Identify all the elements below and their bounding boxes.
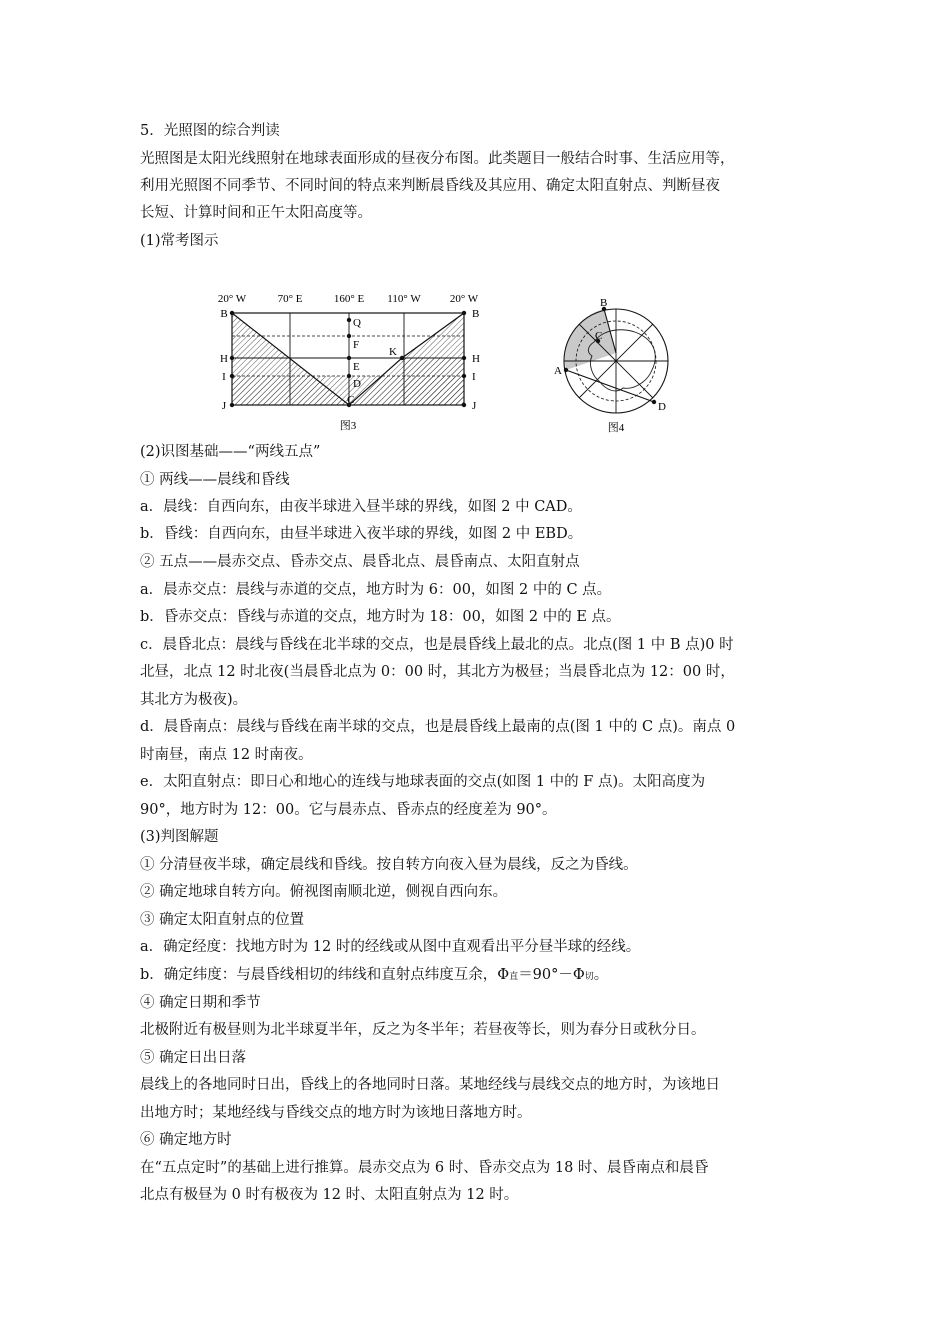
point-label-d: D xyxy=(658,401,666,413)
formula-sub-zhi: 直 xyxy=(509,972,519,982)
point-label-f: F xyxy=(353,339,360,351)
point-label-c: C xyxy=(347,394,355,406)
paragraph-line: 北点有极昼为 0 时有极夜为 12 时、太阳直射点为 12 时。 xyxy=(140,1187,519,1203)
list-item: a．确定经度：找地方时为 12 时的经线或从图中直观看出平分昼半球的经线。 xyxy=(140,939,641,955)
figure-4 xyxy=(548,298,678,438)
point-label-a: A xyxy=(554,365,562,377)
list-item: b．昏赤交点：昏线与赤道的交点，地方时为 18：00，如图 2 中的 E 点。 xyxy=(140,609,621,625)
lat-label-right: J xyxy=(472,400,477,412)
paragraph-line: 长短、计算时间和正午太阳高度等。 xyxy=(140,205,372,221)
subheading: (2)识图基础——“两线五点” xyxy=(140,444,321,460)
list-item: e．太阳直射点：即日心和地心的连线与地球表面的交点(如图 1 中的 F 点)。太阳高度为 xyxy=(140,774,706,790)
lat-label-right: B xyxy=(472,308,480,320)
formula-mid: ＝90°－Φ xyxy=(518,967,585,983)
list-item: c．晨昏北点：晨线与昏线在北半球的交点，也是晨昏线上最北的点。北点(图 1 中 B 点)0 时 xyxy=(140,637,734,653)
list-item-cont: 90°，地方时为 12：00。它与晨赤点、昏赤点的经度差为 90°。 xyxy=(140,802,557,818)
lat-label-left: J xyxy=(221,400,227,412)
point-label-k: K xyxy=(389,346,397,358)
lat-label-left: I xyxy=(222,371,226,383)
list-heading: ⑥ 确定地方时 xyxy=(140,1132,232,1148)
list-item: d．晨昏南点：晨线与昏线在南半球的交点，也是晨昏线上最南的点(图 1 中的 C 点)。南点 0 xyxy=(140,719,736,735)
paragraph-line: 光照图是太阳光线照射在地球表面形成的昼夜分布图。此类题目一般结合时事、生活应用等， xyxy=(140,151,735,167)
formula-end: 。 xyxy=(593,967,609,983)
list-heading: ② 确定地球自转方向。俯视图南顺北逆，侧视自西向东。 xyxy=(140,884,508,900)
lon-label: 160° E xyxy=(333,293,365,305)
list-heading: ③ 确定太阳直射点的位置 xyxy=(140,912,305,928)
section-heading: 5．光照图的综合判读 xyxy=(140,123,280,139)
point-label-d: D xyxy=(353,378,361,390)
figure-3 xyxy=(212,286,487,436)
list-item: a．晨线：自西向东，由夜半球进入昼半球的界线，如图 2 中 CAD。 xyxy=(140,499,582,515)
list-item-cont: 北昼，北点 12 时北夜(当晨昏北点为 0：00 时，其北方为极昼；当晨昏北点为 12：00 时， xyxy=(140,664,735,680)
list-item-cont: 其北方为极夜)。 xyxy=(140,692,248,708)
paragraph-line: 北极附近有极昼则为北半球夏半年，反之为冬半年；若昼夜等长，则为春分日或秋分日。 xyxy=(140,1022,706,1038)
lat-label-right: H xyxy=(472,353,480,365)
figure-caption: 图4 xyxy=(607,422,625,434)
point-label-q: Q xyxy=(353,317,361,329)
paragraph-line: 出地方时；某地经线与昏线交点的地方时为该地日落地方时。 xyxy=(140,1105,532,1121)
list-heading: ① 两线——晨线和昏线 xyxy=(140,472,290,488)
formula-text: b．确定纬度：与晨昏线相切的纬线和直射点纬度互余，Φ xyxy=(140,967,510,983)
paragraph-line: 在“五点定时”的基础上进行推算。晨赤交点为 6 时、昏赤交点为 18 时、晨昏南点和晨昏 xyxy=(140,1160,709,1176)
figure-4-diagram xyxy=(548,298,678,438)
point-label-e: E xyxy=(353,361,360,373)
figure-3-diagram xyxy=(212,286,487,436)
point-label-b: B xyxy=(600,298,608,309)
paragraph-line: 晨线上的各地同时日出，昏线上的各地同时日落。某地经线与晨线交点的地方时，为该地日 xyxy=(140,1077,720,1093)
figure-caption: 图3 xyxy=(339,420,357,432)
list-item-formula xyxy=(140,965,820,987)
list-heading: ② 五点——晨赤交点、昏赤交点、晨昏北点、晨昏南点、太阳直射点 xyxy=(140,554,580,570)
lon-label: 20° W xyxy=(217,293,247,305)
formula-sub-qie: 切 xyxy=(584,972,594,982)
list-heading: ⑤ 确定日出日落 xyxy=(140,1050,247,1066)
lat-label-left: H xyxy=(220,353,228,365)
lon-label: 70° E xyxy=(277,293,303,305)
lon-label: 20° W xyxy=(449,293,479,305)
lat-label-left: B xyxy=(220,308,228,320)
point-label-c: C xyxy=(595,330,603,342)
list-item: a．晨赤交点：晨线与赤道的交点，地方时为 6：00，如图 2 中的 C 点。 xyxy=(140,582,612,598)
subheading: (3)判图解题 xyxy=(140,829,219,845)
lon-label: 110° W xyxy=(387,293,421,305)
paragraph-line: 利用光照图不同季节、不同时间的特点来判断晨昏线及其应用、确定太阳直射点、判断昼夜 xyxy=(140,178,720,194)
list-heading: ① 分清昼夜半球，确定晨线和昏线。按自转方向夜入昼为晨线，反之为昏线。 xyxy=(140,857,638,873)
list-item-cont: 时南昼，南点 12 时南夜。 xyxy=(140,747,313,763)
subheading: (1)常考图示 xyxy=(140,233,219,249)
list-heading: ④ 确定日期和季节 xyxy=(140,995,261,1011)
list-item: b．昏线：自西向东，由昼半球进入夜半球的界线，如图 2 中 EBD。 xyxy=(140,526,583,542)
lat-label-right: I xyxy=(472,371,476,383)
